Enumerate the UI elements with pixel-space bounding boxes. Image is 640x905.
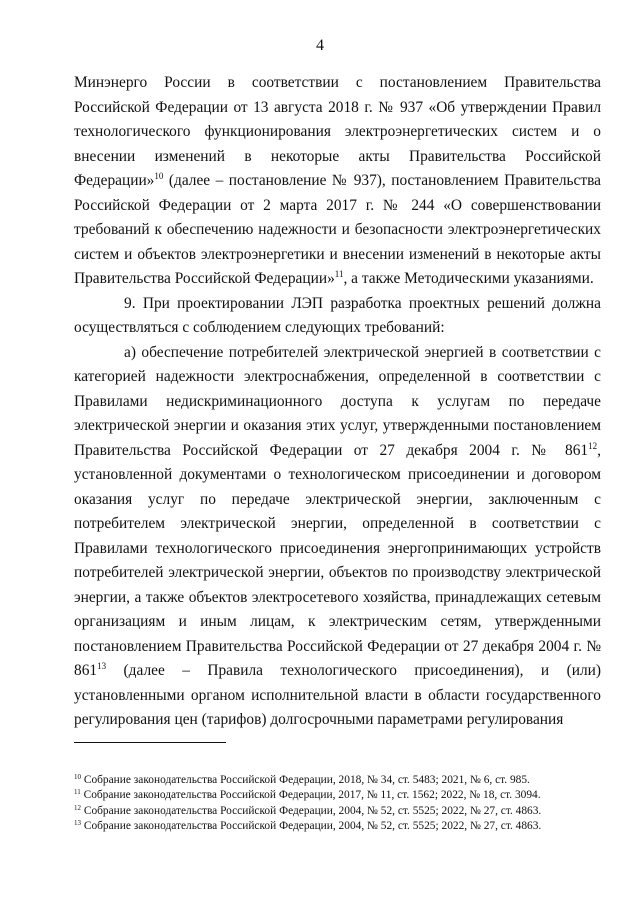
text-segment: , а также Методическими указаниями. <box>343 270 594 287</box>
footnote-text: Собрание законодательства Российской Федерации, 2004, № 52, ст. 5525; 2022, № 27, ст. 4863. <box>81 820 542 833</box>
paragraph-item-9 <box>74 292 601 341</box>
footnote-text: Собрание законодательства Российской Федерации, 2018, № 34, ст. 5483; 2021, № 6, ст. 985. <box>81 774 530 786</box>
footnote-number: 12 <box>74 803 81 812</box>
text-segment: , установленной документами о технологическом присоединении и договором оказания услуг по передаче электрической энергии, заключенным с потребителем электрической энергии, определенной в соответствии с Правилами технологического присоединения энергопринимающих устройств потребителей электрической энергии, объектов по производству электрической энергии, а также объектов электросетевого хозяйства, принадлежащих сетевым организациям и иным лицам, к электрическим сетям, утвержденными постановлением Правительства Российской Федерации от 27 декабря 2004 г. № 861 <box>74 441 601 679</box>
footnote <box>74 773 601 788</box>
footnotes <box>74 773 601 835</box>
page-number: 4 <box>316 37 324 54</box>
footnote <box>74 788 601 803</box>
footnote-number: 13 <box>74 819 81 828</box>
footnote-text: Собрание законодательства Российской Федерации, 2017, № 11, ст. 1562; 2022, № 18, ст. 3094. <box>80 789 541 802</box>
footnote <box>74 804 601 819</box>
footnote-number: 11 <box>74 788 81 797</box>
footnote-separator <box>74 742 226 743</box>
footnote-ref: 11 <box>334 269 344 279</box>
footnote-ref: 12 <box>588 440 598 451</box>
text-segment: (далее – постановление № 937), постановлением Правительства Российской Федерации от 2 марта 2017 г. № 244 «О совершенствовании требований к обеспечению надежности и безопасности электроэнергетических систем и объектов электроэнергетики и внесении изменений в некоторые акты Правительства Российской Федерации» <box>74 172 601 287</box>
footnote-number: 10 <box>74 773 81 781</box>
paragraph-subitem-a <box>74 341 601 733</box>
text-segment: 9. При проектировании ЛЭП разработка проектных решений должна осуществляться с соблюдением следующих требований: <box>74 294 601 336</box>
text-segment: Минэнерго России в соответствии с постановлением Правительства Российской Федерации от 13 августа 2018 г. № 937 «Об утверждении Правил технологического функционирования электроэнергетических систем и о внесении изменений в некоторые акты Правительства Российской Федерации» <box>74 74 601 189</box>
text-segment: (далее – Правила технологического присоединения), и (или) установленными органом исполнительной власти в области государственного регулирования цен (тарифов) долгосрочными параметрами регулирования <box>74 662 601 728</box>
paragraph-continuation <box>74 71 601 292</box>
footnote-ref: 10 <box>154 171 164 181</box>
footnote-ref: 13 <box>97 661 107 671</box>
text-segment: а) обеспечение потребителей электрической энергией в соответствии с категорией надежности электроснабжения, определенной в соответствии с Правилами недискриминационного доступа к услугам по передаче электрической энергии и оказания этих услуг, утвержденными постановлением Правительства Российской Федерации от 27 декабря 2004 г. № 861 <box>74 343 601 459</box>
main-text <box>74 71 601 733</box>
footnote-text: Собрание законодательства Российской Федерации, 2004, № 52, ст. 5525; 2022, № 27, ст. 4863. <box>81 804 542 817</box>
footnote <box>74 819 601 834</box>
